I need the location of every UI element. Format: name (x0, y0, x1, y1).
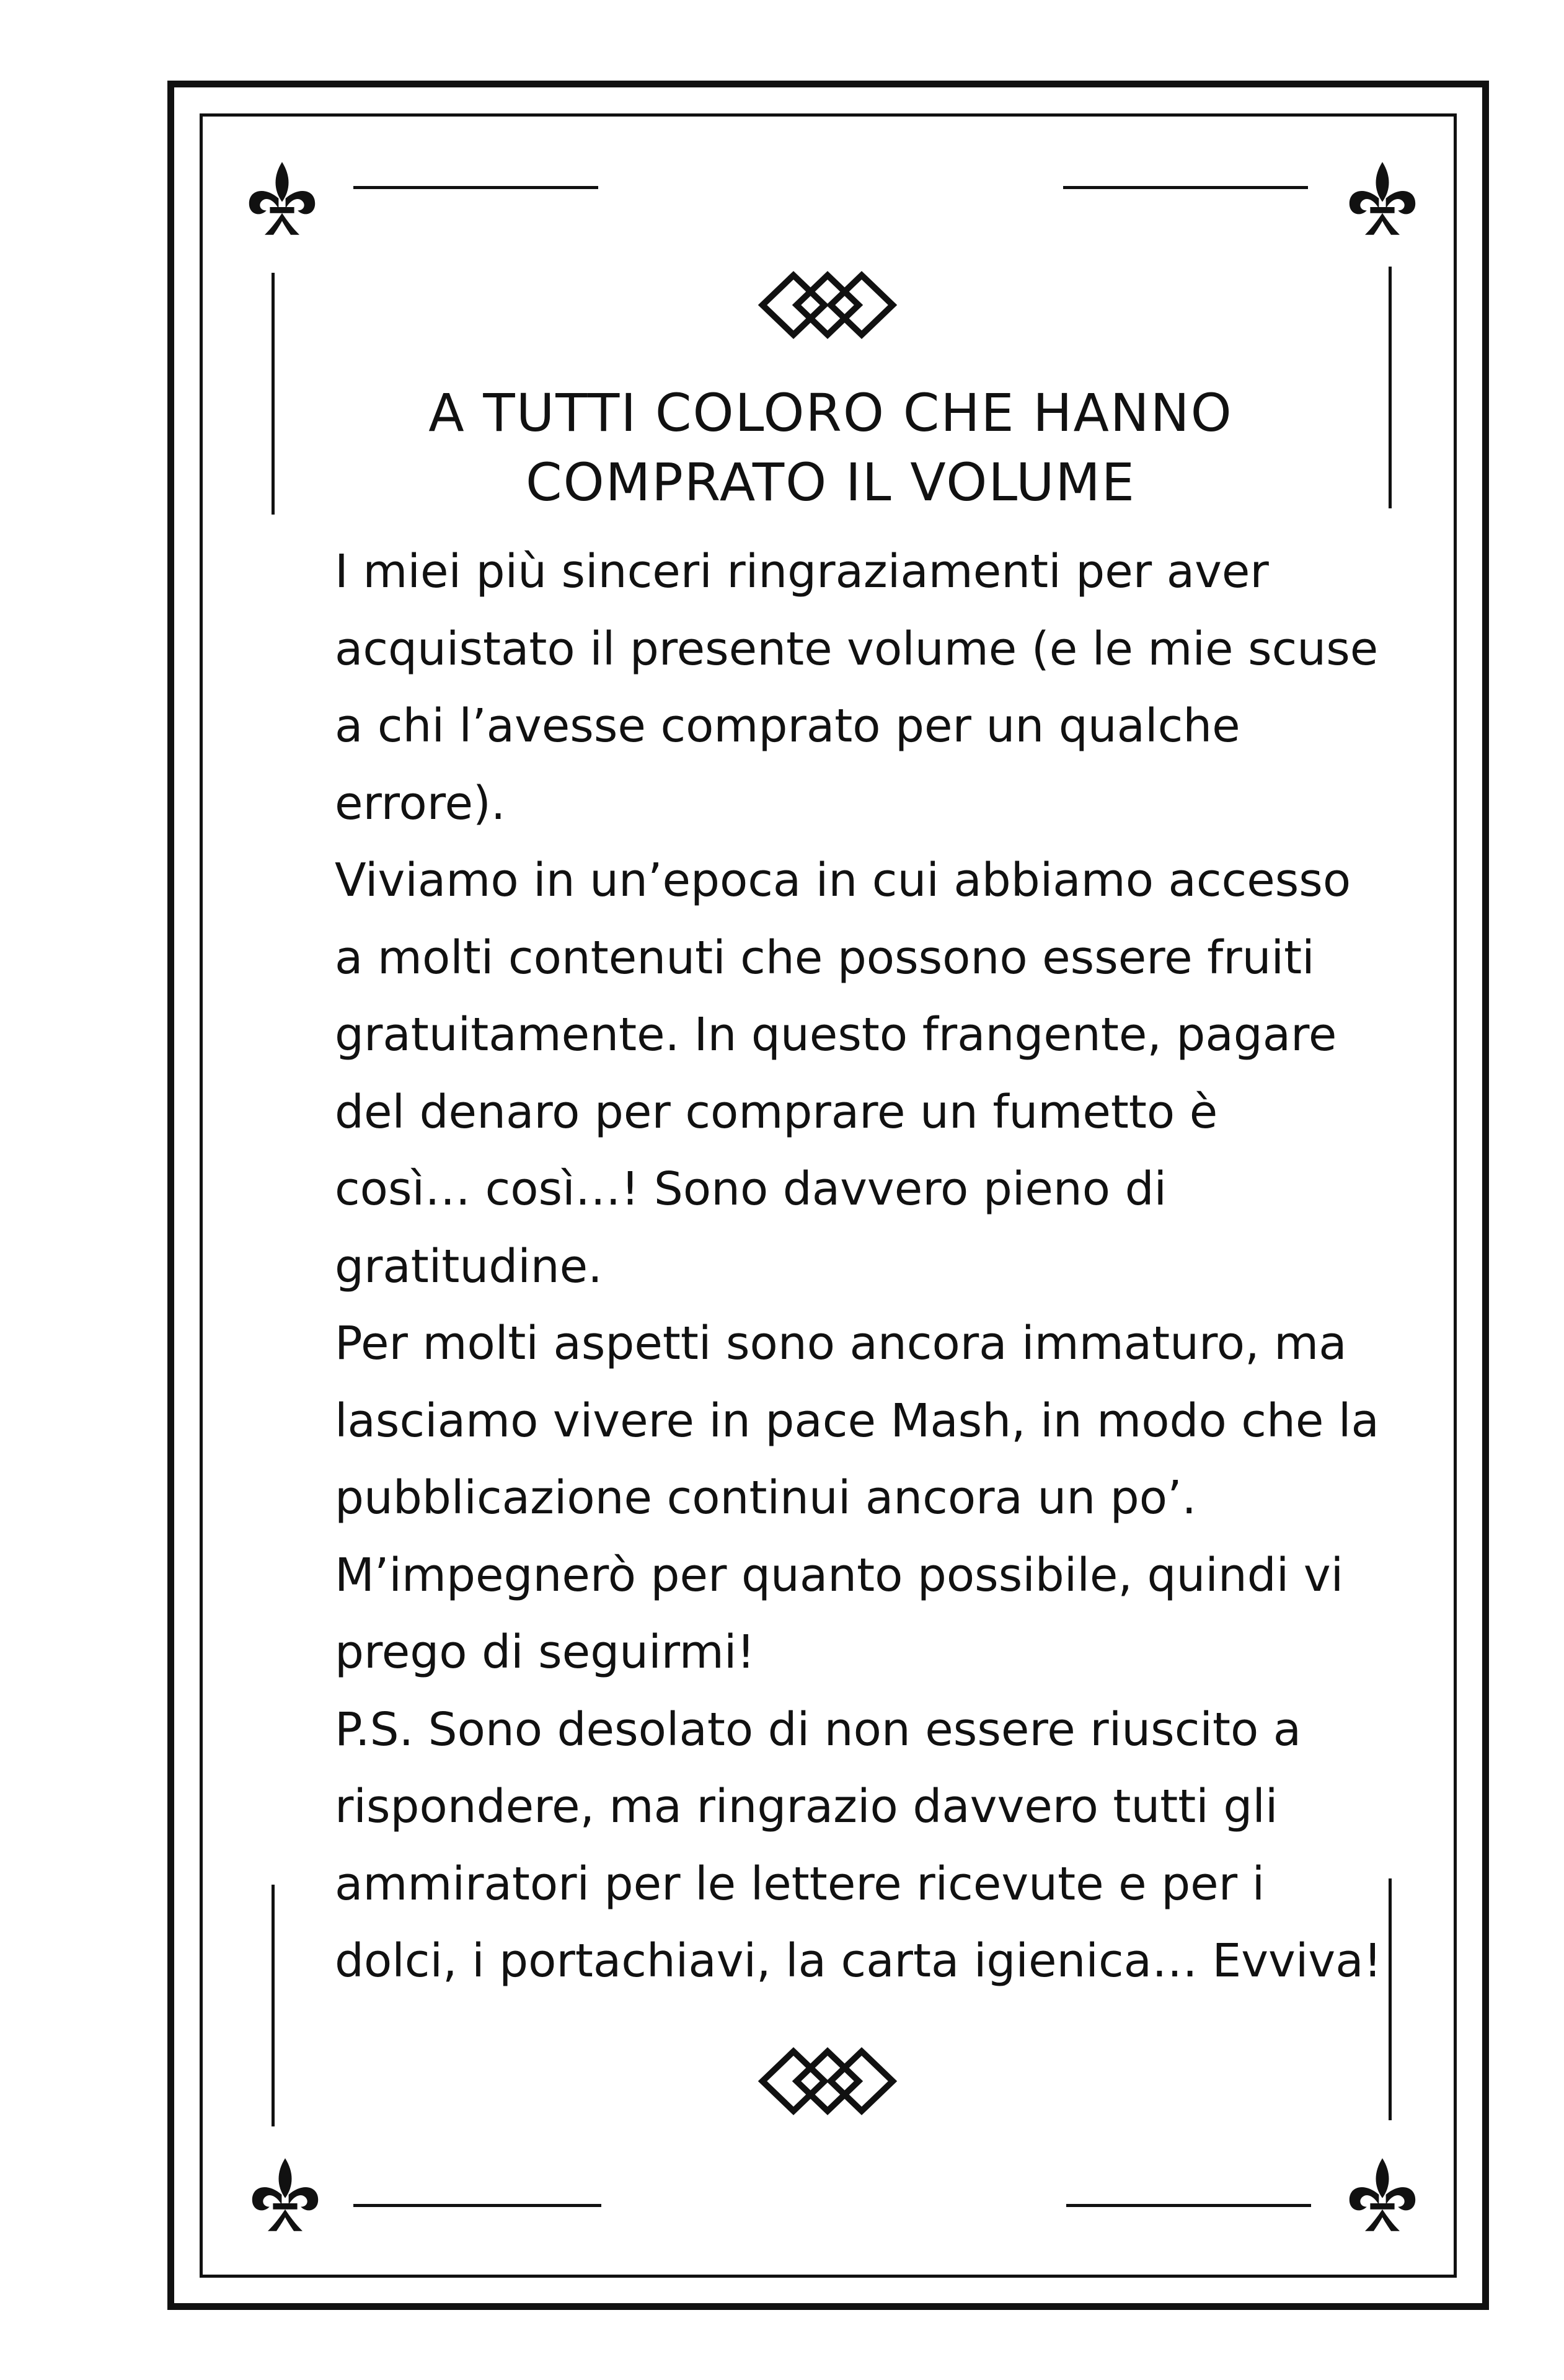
body-line: gratuitamente. In questo frangente, pagare (335, 1008, 1337, 1061)
bottom-left-divider (353, 2204, 601, 2207)
body-line: a molti contenuti che possono essere fruiti (335, 931, 1315, 984)
body-line: Per molti aspetti sono ancora immaturo, ma (335, 1317, 1347, 1370)
title-line-1: A TUTTI COLORO CHE HANNO (428, 383, 1233, 443)
body-line: del denaro per comprare un fumetto è (335, 1085, 1218, 1139)
left-upper-side-line (272, 273, 275, 515)
body-line: dolci, i portachiavi, la carta igienica… Evviva! (335, 1934, 1382, 1988)
body-line: pubblicazione continui ancora un po’. (335, 1471, 1197, 1524)
right-upper-side-line (1389, 267, 1392, 508)
left-lower-side-line (272, 1885, 275, 2126)
message-body (335, 533, 1413, 2000)
interlaced-diamonds-icon (756, 268, 899, 342)
fleur-de-lis-icon (239, 155, 325, 242)
fleur-de-lis-icon (1339, 155, 1426, 242)
title-line-2: COMPRATO IL VOLUME (526, 452, 1136, 513)
body-line: a chi l’avesse comprato per un qualche (335, 699, 1240, 753)
body-line: prego di seguirmi! (335, 1626, 756, 1679)
body-line: rispondere, ma ringrazio davvero tutti gli (335, 1780, 1278, 1833)
top-right-divider (1063, 186, 1308, 189)
body-line: I miei più sinceri ringraziamenti per aver (335, 545, 1269, 598)
fleur-de-lis-icon (1339, 2151, 1426, 2238)
body-line: errore). (335, 776, 506, 830)
body-line: così… così…! Sono davvero pieno di (335, 1162, 1167, 1216)
body-line: P.S. Sono desolato di non essere riuscito a (335, 1702, 1302, 1756)
body-line: gratitudine. (335, 1239, 603, 1293)
interlaced-diamonds-icon (756, 2044, 899, 2118)
body-line: Viviamo in un’epoca in cui abbiamo accesso (335, 854, 1351, 907)
body-line: M’impegnerò per quanto possibile, quindi vi (335, 1548, 1344, 1602)
bottom-right-divider (1066, 2204, 1311, 2207)
body-line: acquistato il presente volume (e le mie scuse (335, 622, 1379, 676)
fleur-de-lis-icon (242, 2151, 329, 2238)
body-line: ammiratori per le lettere ricevute e per i (335, 1857, 1265, 1911)
top-left-divider (353, 186, 598, 189)
body-line: lasciamo vivere in pace Mash, in modo che la (335, 1394, 1379, 1448)
page-title (335, 378, 1327, 517)
